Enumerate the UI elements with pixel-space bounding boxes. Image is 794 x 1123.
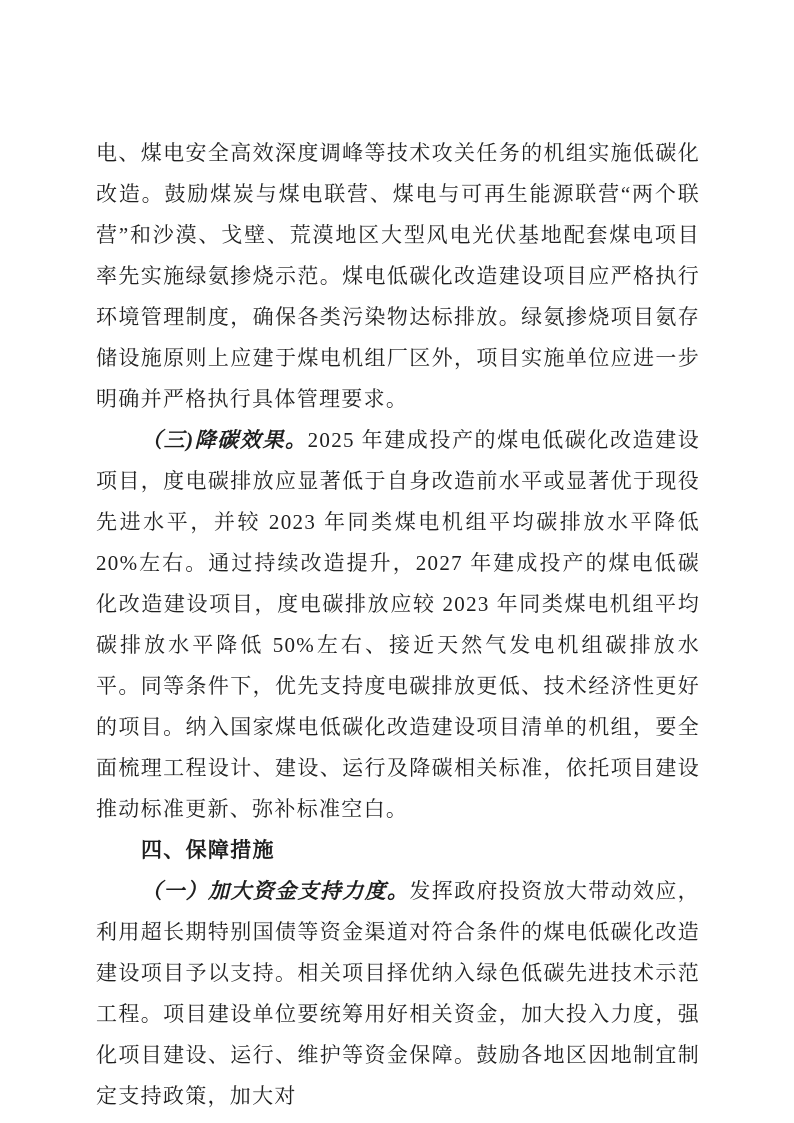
- paragraph-funding-support: [96, 871, 700, 1117]
- paragraph-lead-funding-support: （一）加大资金支持力度。: [141, 879, 410, 903]
- paragraph-text-carbon-reduction: 2025 年建成投产的煤电低碳化改造建设项目，度电碳排放应显著低于自身改造前水平或显著优于现役先进水平，并较 2023 年同类煤电机组平均碳排放水平降低 20%左右。通过持续改造提升，2027 年建成投产的煤电低碳化改造建设项目，度电碳排放应较 2023 年同类煤电机组平均碳排放水平降低 50%左右、接近天然气发电机组碳排放水平。同等条件下，优先支持度电碳排放更低、技术经济性更好的项目。纳入国家煤电低碳化改造建设项目清单的机组，要全面梳理工程设计、建设、运行及降碳相关标准，依托项目建设推动标准更新、弥补标准空白。: [96, 428, 700, 821]
- paragraph-continuation: 电、煤电安全高效深度调峰等技术攻关任务的机组实施低碳化改造。鼓励煤炭与煤电联营、煤电与可再生能源联营“两个联营”和沙漠、戈壁、荒漠地区大型风电光伏基地配套煤电项目率先实施绿氨掺烧示范。煤电低碳化改造建设项目应严格执行环境管理制度，确保各类污染物达标排放。绿氨掺烧项目氨存储设施原则上应建于煤电机组厂区外，项目实施单位应进一步明确并严格执行具体管理要求。: [96, 141, 700, 411]
- paragraph-carbon-reduction-effect: [96, 420, 700, 830]
- paragraph-text-funding-support: 发挥政府投资放大带动效应，利用超长期特别国债等资金渠道对符合条件的煤电低碳化改造建设项目予以支持。相关项目择优纳入绿色低碳先进技术示范工程。项目建设单位要统筹用好相关资金，加大投入力度，强化项目建设、运行、维护等资金保障。鼓励各地区因地制宜制定支持政策，加大对: [96, 879, 700, 1108]
- section-heading-safeguard-measures: 四、保障措施: [141, 839, 275, 862]
- paragraph-lead-carbon-reduction: （三)降碳效果。: [141, 428, 308, 452]
